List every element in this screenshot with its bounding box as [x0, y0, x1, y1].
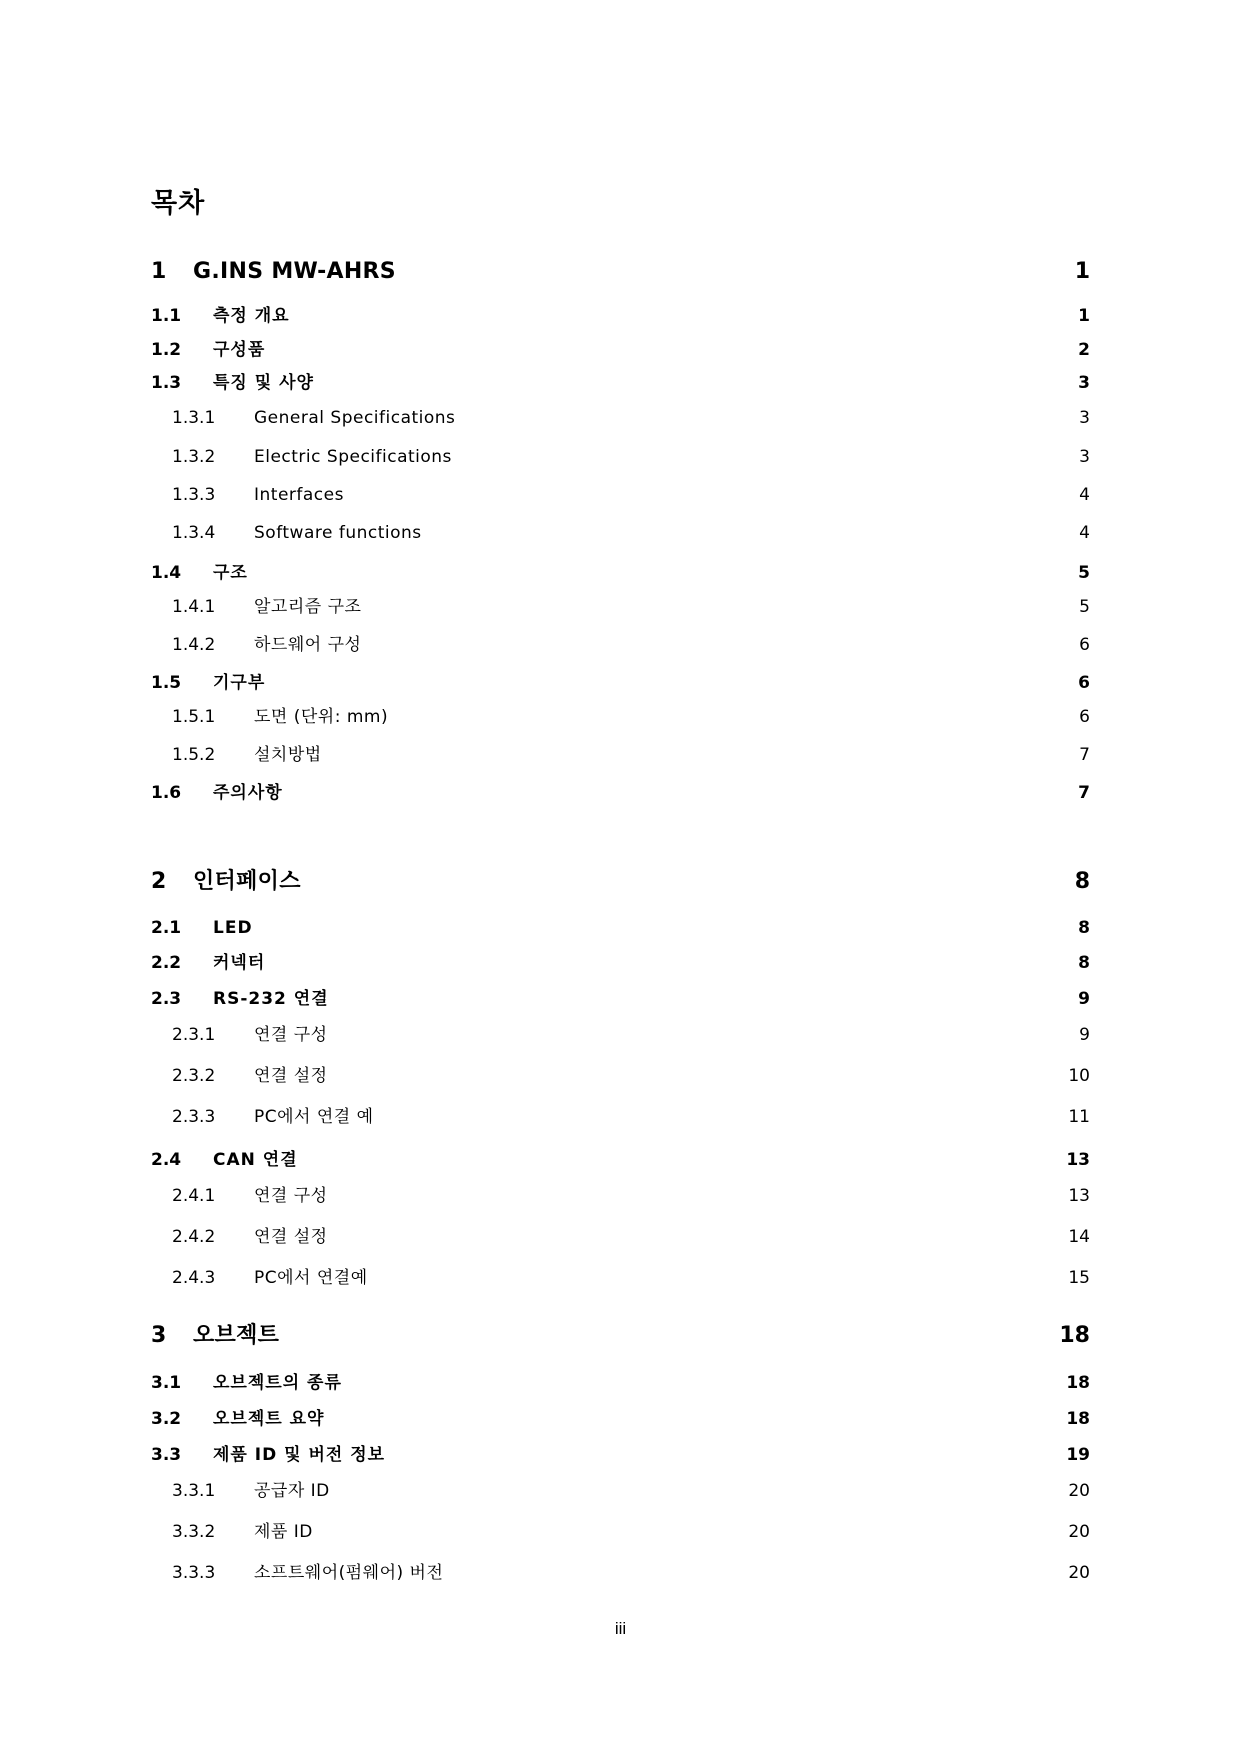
- toc-entry-1-4-1[interactable]: [0, 592, 1241, 622]
- toc-entry-3-3[interactable]: [0, 1440, 1241, 1470]
- toc-entry-title: 인터페이스: [193, 869, 301, 894]
- toc-entry-number: 3: [151, 1323, 167, 1348]
- toc-entry-page-number: 18: [1066, 1373, 1090, 1393]
- toc-entry-title: 하드웨어 구성: [254, 635, 362, 655]
- toc-entry-number: 1.1: [151, 306, 182, 326]
- toc-entry-page-number: 9: [1079, 1025, 1090, 1045]
- toc-entry-number: 2.1: [151, 918, 182, 938]
- toc-entry-number: 3.3: [151, 1445, 182, 1465]
- toc-entry-1-2[interactable]: [0, 335, 1241, 365]
- toc-entry-title: 제품 ID 및 버전 정보: [213, 1445, 386, 1465]
- toc-entry-2-1[interactable]: [0, 913, 1241, 943]
- toc-entry-title: 구성품: [213, 340, 266, 360]
- toc-entry-number: 2.4: [151, 1150, 182, 1170]
- toc-entry-title: General Specifications: [254, 408, 456, 428]
- toc-entry-title: 연결 설정: [254, 1227, 328, 1247]
- toc-entry-page-number: 18: [1059, 1323, 1090, 1348]
- toc-entry-page-number: 2: [1078, 340, 1090, 360]
- toc-entry-1-3-4[interactable]: [0, 518, 1241, 548]
- toc-entry-page-number: 3: [1079, 447, 1090, 467]
- toc-entry-number: 2.3.1: [172, 1025, 216, 1045]
- toc-entry-number: 1.5.2: [172, 745, 216, 765]
- toc-entry-title: 공급자 ID: [254, 1481, 330, 1501]
- toc-entry-page-number: 19: [1066, 1445, 1090, 1465]
- toc-entry-1-3-1[interactable]: [0, 403, 1241, 433]
- toc-entry-page-number: 1: [1078, 306, 1090, 326]
- toc-entry-title: 오브젝트의 종류: [213, 1373, 342, 1393]
- toc-entry-number: 3.1: [151, 1373, 182, 1393]
- toc-entry-2-4[interactable]: [0, 1145, 1241, 1175]
- toc-entry-title: 도면 (단위: mm): [254, 707, 389, 727]
- toc-entry-number: 1.4.2: [172, 635, 216, 655]
- toc-entry-page-number: 13: [1066, 1150, 1090, 1170]
- toc-entry-page-number: 20: [1068, 1563, 1090, 1583]
- toc-title: 목차: [151, 188, 206, 219]
- toc-entry-title: Electric Specifications: [254, 447, 452, 467]
- toc-entry-number: 2.4.1: [172, 1186, 216, 1206]
- toc-entry-2[interactable]: [0, 867, 1241, 897]
- toc-entry-number: 2.3: [151, 989, 182, 1009]
- toc-entry-title: 오브젝트: [193, 1323, 280, 1348]
- toc-entry-2-2[interactable]: [0, 948, 1241, 978]
- toc-entry-2-4-2[interactable]: [0, 1222, 1241, 1252]
- toc-entry-page-number: 3: [1078, 373, 1090, 393]
- toc-entry-page-number: 20: [1068, 1481, 1090, 1501]
- toc-entry-page-number: 5: [1078, 563, 1090, 583]
- toc-entry-number: 1.3.2: [172, 447, 216, 467]
- toc-entry-3[interactable]: [0, 1321, 1241, 1351]
- toc-entry-page-number: 11: [1068, 1107, 1090, 1127]
- toc-entry-3-3-3[interactable]: [0, 1558, 1241, 1588]
- toc-entry-number: 1.2: [151, 340, 182, 360]
- toc-entry-1-5-1[interactable]: [0, 702, 1241, 732]
- toc-entry-number: 1.4.1: [172, 597, 216, 617]
- toc-entry-number: 1: [151, 259, 167, 284]
- toc-entry-number: 1.5.1: [172, 707, 216, 727]
- toc-entry-number: 1.6: [151, 783, 182, 803]
- toc-entry-2-4-3[interactable]: [0, 1263, 1241, 1293]
- toc-entry-3-1[interactable]: [0, 1368, 1241, 1398]
- toc-entry-title: 알고리즘 구조: [254, 597, 362, 617]
- toc-entry-title: 제품 ID: [254, 1522, 313, 1542]
- toc-entry-page-number: 5: [1079, 597, 1090, 617]
- toc-entry-title: 설치방법: [254, 745, 322, 765]
- toc-entry-page-number: 9: [1078, 989, 1090, 1009]
- toc-entry-3-3-2[interactable]: [0, 1517, 1241, 1547]
- toc-entry-page-number: 1: [1074, 259, 1090, 284]
- toc-entry-1-3-2[interactable]: [0, 442, 1241, 472]
- toc-entry-title: RS-232 연결: [213, 989, 329, 1009]
- toc-entry-page-number: 7: [1078, 783, 1090, 803]
- toc-entry-1-4[interactable]: [0, 558, 1241, 588]
- toc-entry-2-3-2[interactable]: [0, 1061, 1241, 1091]
- toc-entry-number: 2.3.2: [172, 1066, 216, 1086]
- toc-entry-number: 3.2: [151, 1409, 182, 1429]
- toc-entry-number: 3.3.1: [172, 1481, 216, 1501]
- toc-entry-page-number: 7: [1079, 745, 1090, 765]
- toc-entry-2-3[interactable]: [0, 984, 1241, 1014]
- toc-entry-title: 구조: [213, 563, 248, 583]
- toc-entry-page-number: 6: [1078, 673, 1090, 693]
- toc-entry-page-number: 14: [1068, 1227, 1090, 1247]
- toc-entry-2-3-1[interactable]: [0, 1020, 1241, 1050]
- toc-entry-number: 2.4.3: [172, 1268, 216, 1288]
- toc-entry-1-4-2[interactable]: [0, 630, 1241, 660]
- toc-entry-title: CAN 연결: [213, 1150, 298, 1170]
- toc-entry-number: 2.2: [151, 953, 182, 973]
- toc-entry-page-number: 20: [1068, 1522, 1090, 1542]
- toc-entry-2-3-3[interactable]: [0, 1102, 1241, 1132]
- toc-entry-number: 2: [151, 869, 167, 894]
- toc-entry-title: 소프트웨어(펌웨어) 버전: [254, 1563, 444, 1583]
- toc-entry-page-number: 6: [1079, 635, 1090, 655]
- toc-entry-page-number: 8: [1078, 918, 1090, 938]
- toc-entry-2-4-1[interactable]: [0, 1181, 1241, 1211]
- toc-entry-page-number: 15: [1068, 1268, 1090, 1288]
- toc-entry-number: 3.3.2: [172, 1522, 216, 1542]
- toc-entry-1[interactable]: [0, 257, 1241, 287]
- toc-entry-1-5-2[interactable]: [0, 740, 1241, 770]
- toc-entry-title: 주의사항: [213, 783, 283, 803]
- toc-entry-number: 1.3.4: [172, 523, 216, 543]
- toc-entry-page-number: 10: [1068, 1066, 1090, 1086]
- toc-entry-number: 1.5: [151, 673, 182, 693]
- toc-entry-number: 2.3.3: [172, 1107, 216, 1127]
- toc-entry-page-number: 3: [1079, 408, 1090, 428]
- toc-entry-title: 특징 및 사양: [213, 373, 314, 393]
- toc-entry-number: 1.3.3: [172, 485, 216, 505]
- toc-entry-title: PC에서 연결예: [254, 1268, 368, 1288]
- toc-entry-1-1[interactable]: [0, 301, 1241, 331]
- toc-entry-3-3-1[interactable]: [0, 1476, 1241, 1506]
- toc-entry-1-3[interactable]: [0, 368, 1241, 398]
- toc-entry-title: 커넥터: [213, 953, 266, 973]
- toc-entry-page-number: 8: [1074, 869, 1090, 894]
- toc-entry-title: PC에서 연결 예: [254, 1107, 374, 1127]
- toc-entry-1-5[interactable]: [0, 668, 1241, 698]
- toc-entry-title: 연결 구성: [254, 1186, 328, 1206]
- toc-entry-title: 기구부: [213, 673, 266, 693]
- toc-entry-3-2[interactable]: [0, 1404, 1241, 1434]
- toc-entry-number: 3.3.3: [172, 1563, 216, 1583]
- toc-entry-title: Interfaces: [254, 485, 344, 505]
- footer-page-number: iii: [614, 1619, 627, 1638]
- toc-entry-number: 1.3.1: [172, 408, 216, 428]
- toc-entry-title: 측정 개요: [213, 306, 290, 326]
- toc-entry-title: 연결 구성: [254, 1025, 328, 1045]
- toc-entry-1-3-3[interactable]: [0, 480, 1241, 510]
- toc-entry-1-6[interactable]: [0, 778, 1241, 808]
- toc-entry-page-number: 4: [1079, 485, 1090, 505]
- toc-entry-page-number: 4: [1079, 523, 1090, 543]
- toc-entry-title: Software functions: [254, 523, 422, 543]
- toc-entry-number: 2.4.2: [172, 1227, 216, 1247]
- toc-entry-page-number: 18: [1066, 1409, 1090, 1429]
- toc-entry-title: G.INS MW-AHRS: [193, 259, 396, 284]
- toc-entry-number: 1.3: [151, 373, 182, 393]
- toc-entry-page-number: 8: [1078, 953, 1090, 973]
- toc-entry-page-number: 6: [1079, 707, 1090, 727]
- toc-entry-title: LED: [213, 918, 253, 938]
- toc-entry-page-number: 13: [1068, 1186, 1090, 1206]
- toc-entry-number: 1.4: [151, 563, 182, 583]
- toc-entry-title: 연결 설정: [254, 1066, 328, 1086]
- toc-entry-title: 오브젝트 요약: [213, 1409, 325, 1429]
